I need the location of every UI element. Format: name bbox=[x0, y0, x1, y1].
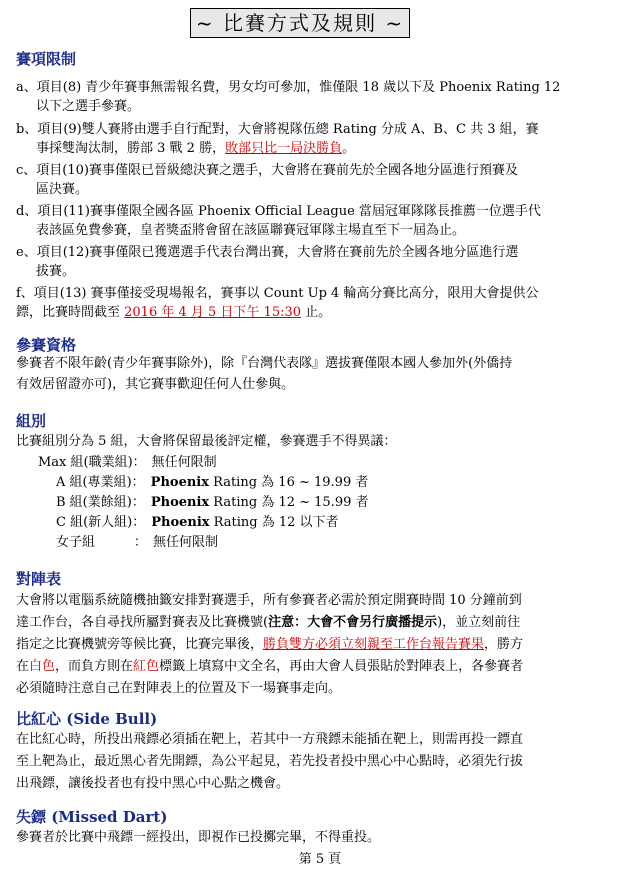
division-row bbox=[56, 473, 368, 493]
draw-line1: 大會將以電腦系統隨機抽籤安排對賽選手，所有參賽者必需於預定開賽時間 10 分鐘前到 bbox=[16, 593, 522, 608]
rule-b-highlight: 敗部只比一局決勝負 bbox=[225, 141, 343, 156]
side-bull-line1: 在比紅心時，所投出飛鏢必須插在靶上，若其中一方飛鏢未能插在靶上，則需再投一鏢直 bbox=[16, 732, 524, 747]
rule-b-line1: b、項目(9)雙人賽將由選手自行配對，大會將視隊伍總 Rating 分成 A、B、C 共 3 組，賽 bbox=[16, 122, 539, 137]
draw-line4 bbox=[16, 657, 523, 677]
rule-f-line2 bbox=[16, 303, 331, 323]
divisions-intro: 比賽組別分為 5 組，大會將保留最後評定權，參賽選手不得異議： bbox=[16, 434, 397, 449]
rule-f-end: 止。 bbox=[301, 305, 332, 320]
division-name: B 組(業餘組)： bbox=[56, 495, 145, 510]
draw-text-end: ，勝方 bbox=[484, 637, 524, 652]
draw-red-label: 紅色 bbox=[133, 659, 160, 674]
section-heading-eligibility: 參賽資格 bbox=[16, 336, 77, 354]
division-rating-brand: Phoenix bbox=[150, 475, 209, 490]
rule-f-deadline: 2016 年 4 月 5 日下午 15:30 bbox=[124, 305, 302, 320]
division-name: Max 組(職業組)： bbox=[38, 455, 146, 470]
division-row bbox=[38, 453, 217, 473]
rule-b-line2 bbox=[36, 139, 355, 159]
draw-text-end: )，並立刻前往 bbox=[437, 615, 521, 630]
page-number: 第 5 頁 bbox=[298, 852, 342, 867]
rule-a-line2: 以下之選手參賽。 bbox=[36, 99, 141, 114]
page-title: ~ 比賽方式及規則 ~ bbox=[190, 8, 410, 38]
rule-d-line2: 表該區免費參賽，皇者獎盃將會留在該區聯賽冠軍隊主場直至下一屆為止。 bbox=[36, 223, 466, 238]
rule-e-line2: 拔賽。 bbox=[36, 264, 76, 279]
division-desc: 無任何限制 bbox=[153, 535, 219, 550]
division-rating-brand: Phoenix bbox=[151, 515, 210, 530]
section-heading-draw-sheet: 對陣表 bbox=[16, 570, 62, 588]
rule-f-text: 鏢，比賽時間截至 bbox=[16, 305, 125, 320]
draw-report-highlight: 勝負雙方必須立刻親至工作台報告賽果 bbox=[263, 637, 485, 652]
draw-line2 bbox=[16, 613, 520, 633]
division-name: 女子組 ： bbox=[56, 535, 148, 550]
division-desc: Rating 為 12 ~ 15.99 者 bbox=[209, 495, 369, 510]
eligibility-line2: 有效居留證亦可)，其它賽事歡迎任何人仕參與。 bbox=[16, 377, 295, 392]
side-bull-line2: 至上靶為止，最近黑心者先開鏢，為公平起見，若先投者投中黑心中心點時，必須先行拔 bbox=[16, 754, 524, 769]
division-rating-brand: Phoenix bbox=[150, 495, 210, 510]
rule-b-text: 事採雙淘汰制，勝部 3 戰 2 勝， bbox=[36, 141, 226, 156]
rule-b-end: 。 bbox=[342, 141, 356, 156]
side-bull-line3: 出飛鏢，讓後投者也有投中黑心中心點之機會。 bbox=[16, 776, 290, 791]
division-row bbox=[56, 493, 369, 513]
rule-c-line2: 區決賽。 bbox=[36, 182, 89, 197]
rule-c-line1: c、項目(10)賽事僅限已晉級總決賽之選手，大會將在賽前先於全國各地分區進行預賽及 bbox=[16, 163, 518, 178]
rule-e-line1: e、項目(12)賽事僅限已獲選選手代表台灣出賽，大會將在賽前先於全國各地分區進行選 bbox=[16, 245, 519, 260]
section-heading-missed-dart: 失鏢 (Missed Dart) bbox=[16, 808, 168, 826]
section-heading-event-restrictions: 賽項限制 bbox=[16, 50, 77, 68]
draw-text-end: 標籤上填寫中文全名，再由大會人員張貼於對陣表上，各參賽者 bbox=[159, 659, 524, 674]
draw-notice: 注意：大會不會另行廣播提示 bbox=[268, 615, 438, 630]
division-name: C 組(新人組)： bbox=[56, 515, 146, 530]
division-desc: 無任何限制 bbox=[151, 455, 217, 470]
division-row bbox=[56, 513, 339, 533]
draw-text: 指定之比賽機號旁等候比賽，比賽完畢後， bbox=[16, 637, 264, 652]
division-row bbox=[56, 533, 218, 553]
rule-a-line1: a、項目(8) 青少年賽事無需報名費，男女均可參加，惟僅限 18 歲以下及 Phoenix Rating 12 bbox=[16, 80, 561, 95]
eligibility-line1: 參賽者不限年齡(青少年賽事除外)，除『台灣代表隊』選拔賽僅限本國人參加外(外僑持 bbox=[16, 356, 513, 371]
draw-text: ，而負方則在 bbox=[55, 659, 134, 674]
rule-f-line1: f、項目(13) 賽事僅接受現場報名，賽事以 Count Up 4 輪高分賽比高分，限用大會提供公 bbox=[16, 286, 539, 301]
draw-line3 bbox=[16, 635, 523, 655]
rule-d-line1: d、項目(11)賽事僅限全國各區 Phoenix Official League 當屆冠軍隊隊長推薦一位選手代 bbox=[16, 204, 541, 219]
division-name: A 組(專業組)： bbox=[56, 475, 145, 490]
draw-white-label: 白色 bbox=[29, 659, 56, 674]
draw-text: 達工作台，各自尋找所屬對賽表及比賽機號( bbox=[16, 615, 269, 630]
draw-line5: 必須隨時注意自己在對陣表上的位置及下一場賽事走向。 bbox=[16, 681, 342, 696]
section-heading-divisions: 組別 bbox=[16, 412, 47, 430]
division-desc: Rating 為 16 ~ 19.99 者 bbox=[208, 475, 369, 490]
section-heading-side-bull: 比紅心 (Side Bull) bbox=[16, 710, 158, 728]
missed-dart-line1: 參賽者於比賽中飛鏢一經投出，即視作已投擲完畢，不得重投。 bbox=[16, 830, 381, 845]
draw-text: 在 bbox=[16, 659, 30, 674]
division-desc: Rating 為 12 以下者 bbox=[209, 515, 339, 530]
